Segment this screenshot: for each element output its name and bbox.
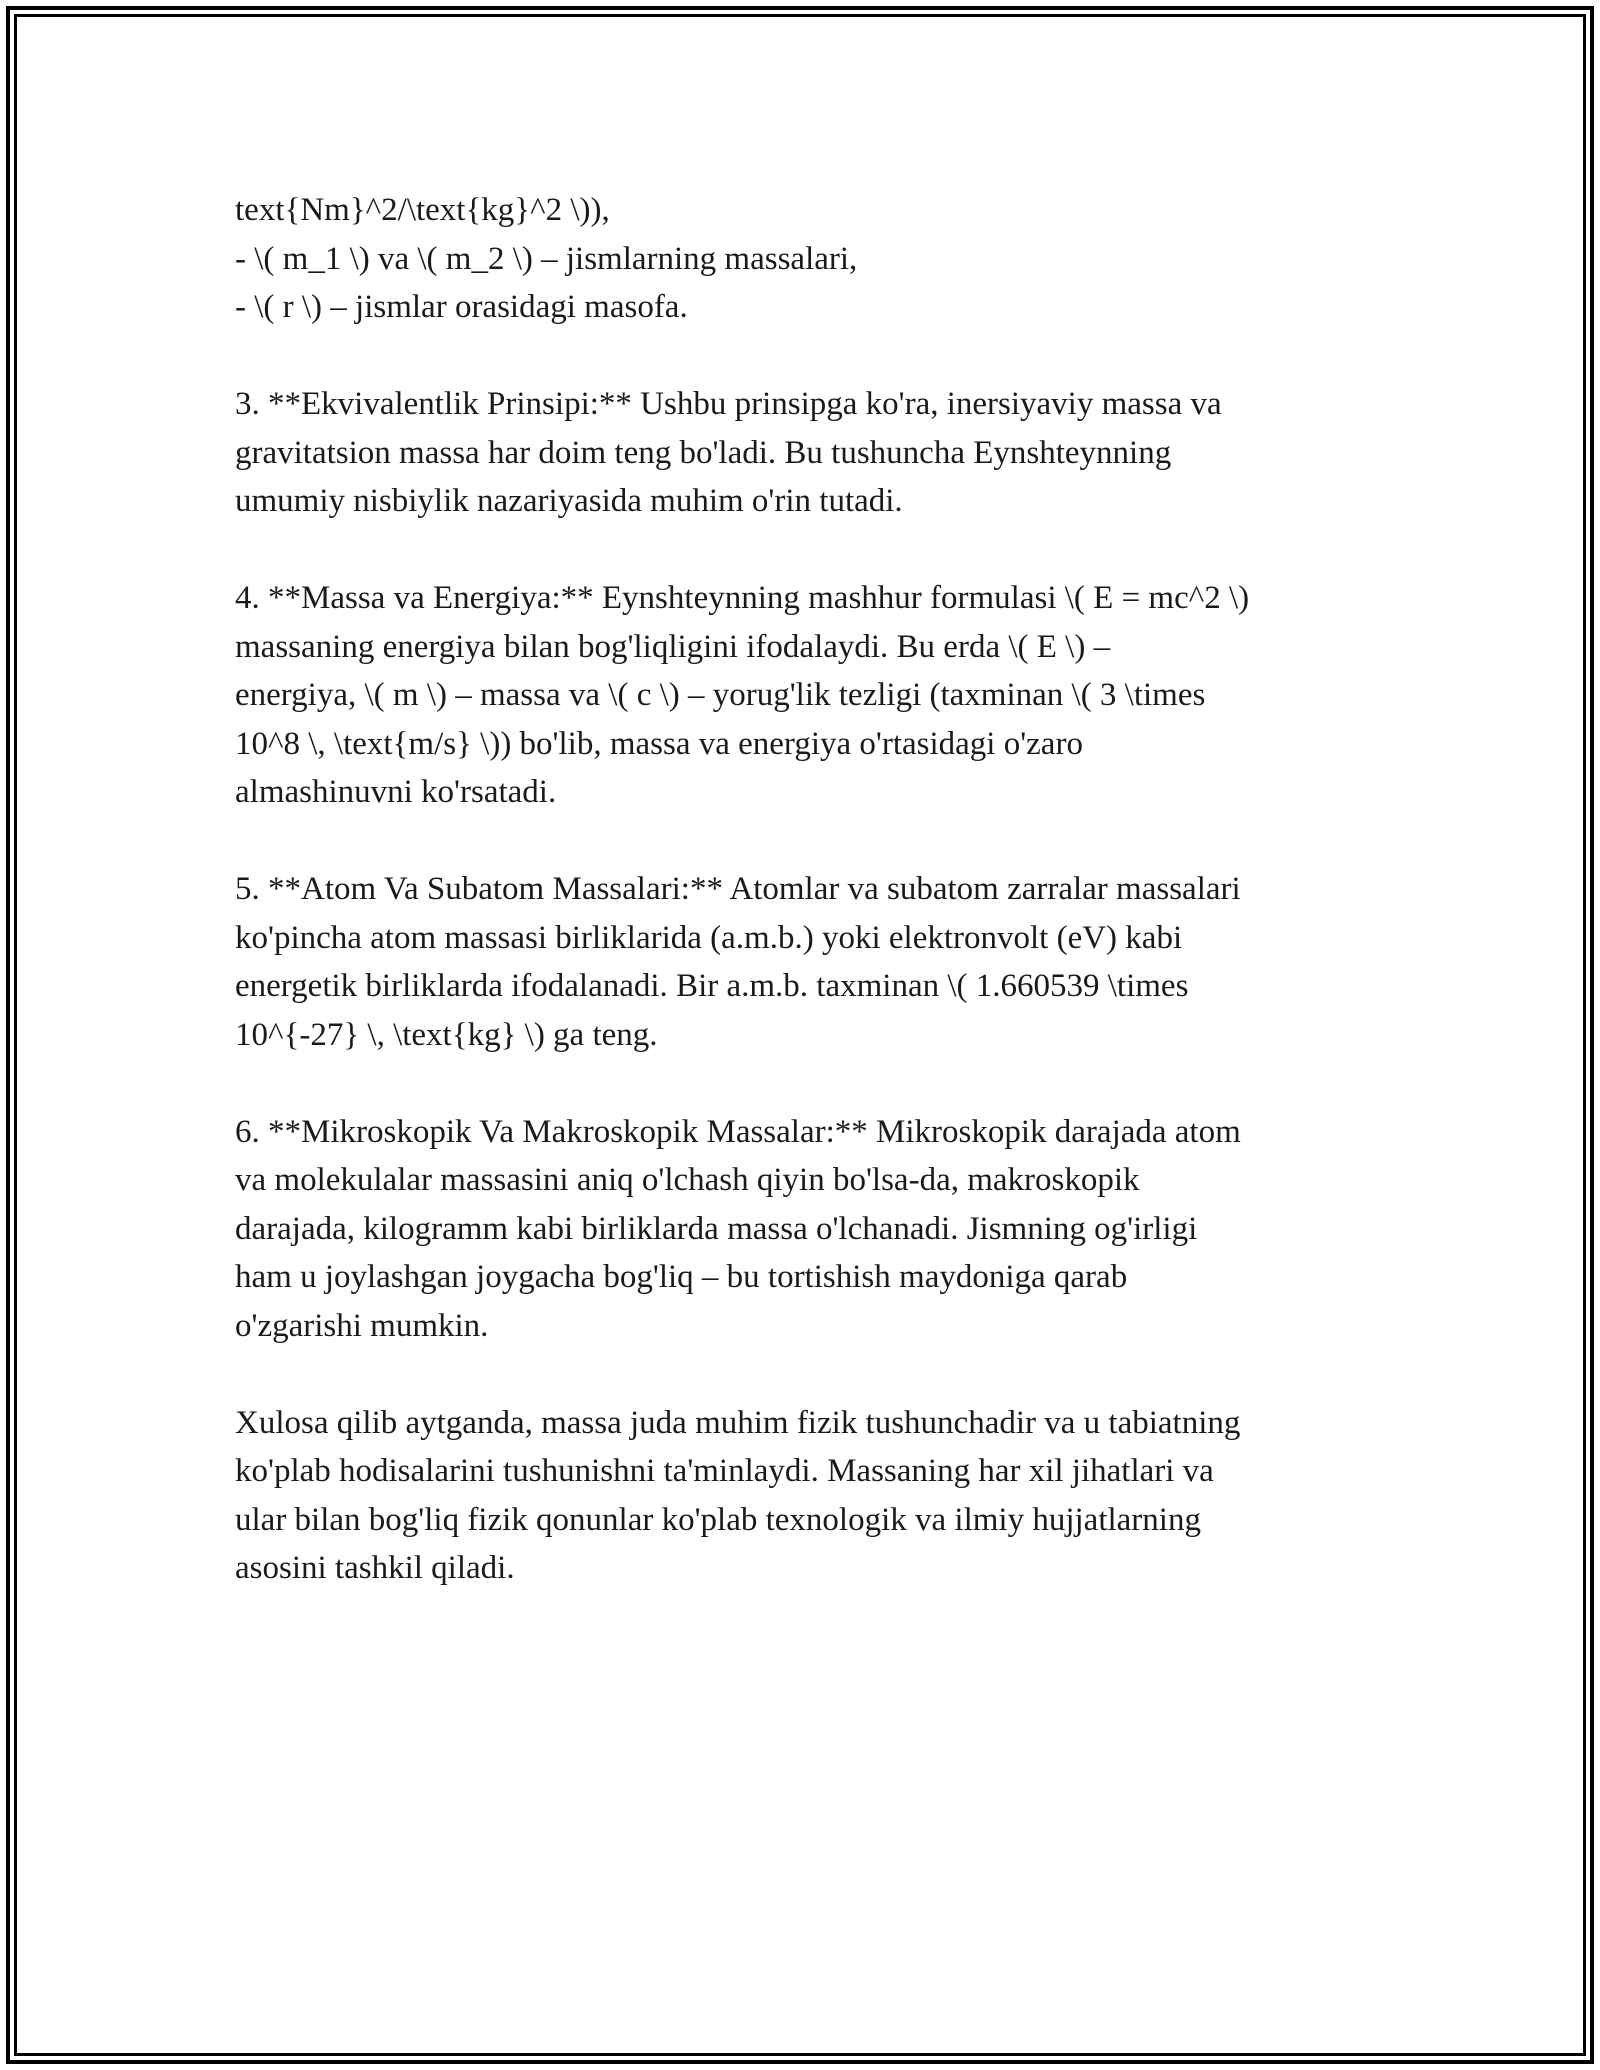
paragraph-gap [235, 817, 1395, 866]
text-line: energiya, \( m \) – massa va \( c \) – yorug'lik tezligi (taxminan \( 3 \times [235, 677, 1206, 713]
text-line: ular bilan bog'liq fizik qonunlar ko'plab texnologik va ilmiy hujjatlarning [235, 1501, 1201, 1538]
text-line: almashinuvni ko'rsatadi. [235, 774, 557, 810]
paragraph-gap [235, 526, 1395, 575]
text-line: 5. **Atom Va Subatom Massalari:** Atomlar va subatom zarralar massalari [235, 871, 1241, 907]
text-line: massaning energiya bilan bog'liqligini ifodalaydi. Bu erda \( E \) – [235, 628, 1111, 665]
text-line: darajada, kilogramm kabi birliklarda massa o'lchanadi. Jismning og'irligi [235, 1210, 1198, 1247]
text-line: 6. **Mikroskopik Va Makroskopik Massalar:** Mikroskopik darajada atom [235, 1113, 1241, 1150]
text-line: ham u joylashgan joygacha bog'liq – bu tortishish maydoniga qarab [235, 1259, 1128, 1295]
formula-legend [235, 186, 1395, 332]
text-line: asosini tashkil qiladi. [235, 1550, 515, 1586]
text-line: - \( m_1 \) va \( m_2 \) – jismlarning massalari, [235, 240, 858, 277]
paragraph-gap [235, 1350, 1395, 1399]
paragraph-item-3 [235, 380, 1395, 526]
text-line: va molekulalar massasini aniq o'lchash qiyin bo'lsa-da, makroskopik [235, 1162, 1140, 1198]
text-line: - \( r \) – jismlar orasidagi masofa. [235, 289, 688, 325]
text-line: gravitatsion massa har doim teng bo'ladi. Bu tushuncha Eynshteynning [235, 434, 1172, 471]
paragraph-item-5 [235, 865, 1395, 1059]
text-line: 10^{-27} \, \text{kg} \) ga teng. [235, 1016, 658, 1053]
text-line: ko'plab hodisalarini tushunishni ta'minlaydi. Massaning har xil jihatlari va [235, 1453, 1214, 1489]
paragraph-gap [235, 1059, 1395, 1108]
paragraph-item-4 [235, 574, 1395, 817]
text-line: ko'pincha atom massasi birliklarida (a.m.b.) yoki elektronvolt (eV) kabi [235, 919, 1183, 956]
text-line: text{Nm}^2/\text{kg}^2 \)), [235, 192, 610, 228]
paragraph-gap [235, 332, 1395, 381]
text-line: 10^8 \, \text{m/s} \)) bo'lib, massa va energiya o'rtasidagi o'zaro [235, 725, 1083, 762]
document-body [235, 186, 1395, 1593]
text-line: 4. **Massa va Energiya:** Eynshteynning mashhur formulasi \( E = mc^2 \) [235, 580, 1250, 616]
paragraph-conclusion [235, 1399, 1395, 1593]
text-line: o'zgarishi mumkin. [235, 1307, 489, 1344]
text-line: 3. **Ekvivalentlik Prinsipi:** Ushbu prinsipga ko'ra, inersiyaviy massa va [235, 386, 1222, 422]
text-line: umumiy nisbiylik nazariyasida muhim o'rin tutadi. [235, 483, 903, 519]
text-line: energetik birliklarda ifodalanadi. Bir a.m.b. taxminan \( 1.660539 \times [235, 968, 1189, 1004]
paragraph-item-6 [235, 1108, 1395, 1351]
text-line: Xulosa qilib aytganda, massa juda muhim fizik tushunchadir va u tabiatning [235, 1404, 1241, 1441]
